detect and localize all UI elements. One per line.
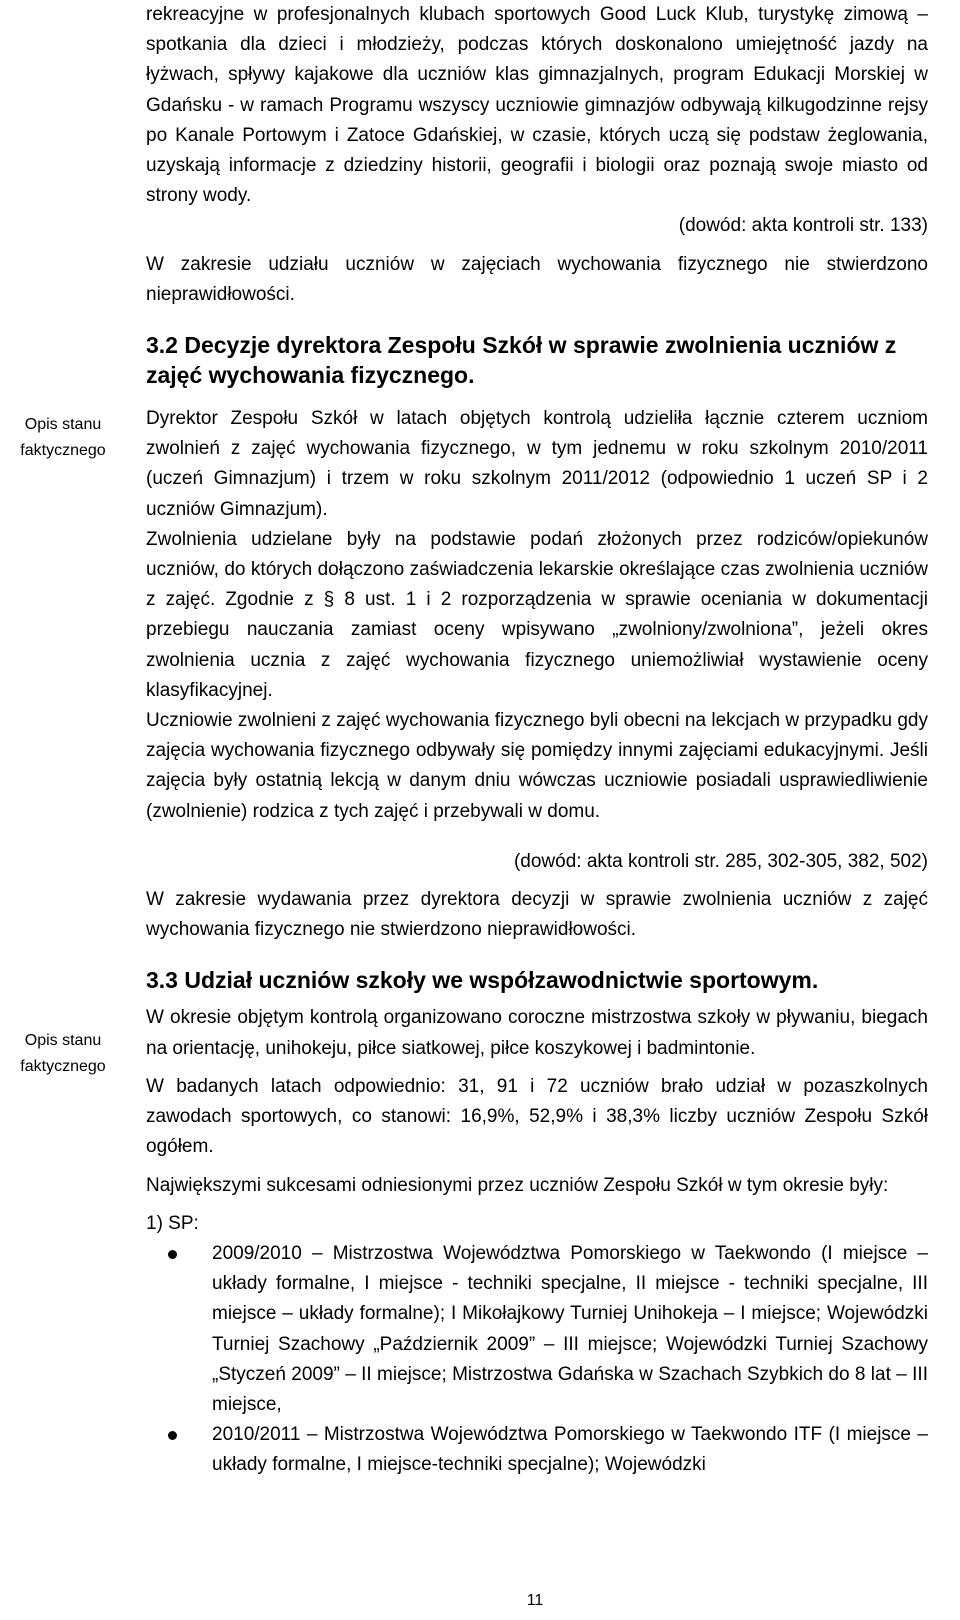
list-item: [146, 1420, 928, 1480]
paragraph: Uczniowie zwolnieni z zajęć wychowania fizycznego byli obecni na lekcjach w przypadku gdy zajęcia wychowania fizycznego odbywały się pomiędzy innymi zajęciami edukacyjnymi. Jeśli zajęcia były ostatnią lekcją w danym dniu wówczas uczniowie posiadali usprawiedliwienie (zwolnienie) rodzica z tych zajęć i przebywali w domu.: [146, 710, 928, 822]
paragraph: W zakresie wydawania przez dyrektora decyzji w sprawie zwolnienia uczniów z zajęć wychowania fizycznego nie stwierdzono nieprawidłowości.: [146, 889, 928, 941]
list-title: 1) SP:: [146, 1212, 199, 1234]
margin-note: Opis stanu faktycznego: [20, 1032, 106, 1075]
paragraph: W okresie objętym kontrolą organizowano coroczne mistrzostwa szkoły w pływaniu, biegach na orientację, unihokeju, piłce siatkowej, piłce koszykowej i badmintonie.: [146, 1007, 928, 1059]
bullet-icon: [168, 1250, 177, 1259]
paragraph: W zakresie udziału uczniów w zajęciach wychowania fizycznego nie stwierdzono nieprawidłowości.: [146, 253, 928, 305]
page-number: 11: [526, 1592, 544, 1609]
list-item-text: 2010/2011 – Mistrzostwa Województwa Pomorskiego w Taekwondo ITF (I miejsce – układy formalne, I miejsce-techniki specjalne); Wojewódzki: [212, 1424, 928, 1476]
list-item-text: 2009/2010 – Mistrzostwa Województwa Pomorskiego w Taekwondo (I miejsce – układy formalne, I miejsce - techniki specjalne, II miejsce - techniki specjalne, III miejsce – układy formalne); I Mikołajkowy Turniej Unihokeja – I miejsce; Wojewódzki Turniej Szachowy „Październik 2009” – III miejsce; Wojewódzki Turniej Szachowy „Styczeń 2009” – II miejsce; Mistrzostwa Gdańska w Szachach Szybkich do 8 lat – III miejsce,: [212, 1242, 928, 1415]
list-item: [146, 1239, 928, 1420]
section-heading: 3.3 Udział uczniów szkoły we współzawodnictwie sportowym.: [146, 967, 819, 994]
paragraph: W badanych latach odpowiednio: 31, 91 i 72 uczniów brało udział w pozaszkolnych zawodach sportowych, co stanowi: 16,9%, 52,9% i 38,3% liczby uczniów Zespołu Szkół ogółem.: [146, 1075, 928, 1158]
paragraph: Zwolnienia udzielane były na podstawie podań złożonych przez rodziców/opiekunów uczniów, do których dołączono zaświadczenia lekarskie określające czas zwolnienia uczniów z zajęć. Zgodnie z § 8 ust. 1 i 2 rozporządzenia w sprawie oceniania w dokumentacji przebiegu nauczania zamiast oceny wpisywano „zwolniony/zwolniona”, jeżeli okres zwolnienia ucznia z zajęć wychowania fizycznego uniemożliwiał wystawienie oceny klasyfikacyjnej.: [146, 528, 928, 701]
achievements-list: [146, 1239, 928, 1481]
main-content: [146, 0, 928, 1481]
bullet-icon: [168, 1431, 177, 1440]
paragraph: Dyrektor Zespołu Szkół w latach objętych kontrolą udzieliła łącznie czterem uczniom zwolnień z zajęć wychowania fizycznego, w tym jednemu w roku szkolnym 2010/2011 (uczeń Gimnazjum) i trzem w roku szkolnym 2011/2012 (odpowiednio 1 uczeń SP i 2 uczniów Gimnazjum).: [146, 408, 928, 520]
paragraph: Największymi sukcesami odniesionymi przez uczniów Zespołu Szkół w tym okresie były:: [146, 1174, 889, 1196]
evidence-reference: (dowód: akta kontroli str. 285, 302-305, 382, 502): [513, 850, 928, 872]
section-heading: 3.2 Decyzje dyrektora Zespołu Szkół w sprawie zwolnienia uczniów z zajęć wychowania fizycznego.: [146, 332, 897, 389]
evidence-reference: (dowód: akta kontroli str. 133): [678, 215, 928, 237]
margin-note: Opis stanu faktycznego: [20, 416, 106, 459]
paragraph: rekreacyjne w profesjonalnych klubach sportowych Good Luck Klub, turystykę zimową – spotkania dla dzieci i młodzieży, podczas których doskonalono umiejętność jazdy na łyżwach, spływy kajakowe dla uczniów klas gimnazjalnych, program Edukacji Morskiej w Gdańsku - w ramach Programu wszyscy uczniowie gimnazjów odbywają kilkugodzinne rejsy po Kanale Portowym i Zatoce Gdańskiej, w czasie, których uczą się podstaw żeglowania, uzyskają informacje z dziedziny historii, geografii i biologii oraz poznają swoje miasto od strony wody.: [146, 4, 928, 207]
